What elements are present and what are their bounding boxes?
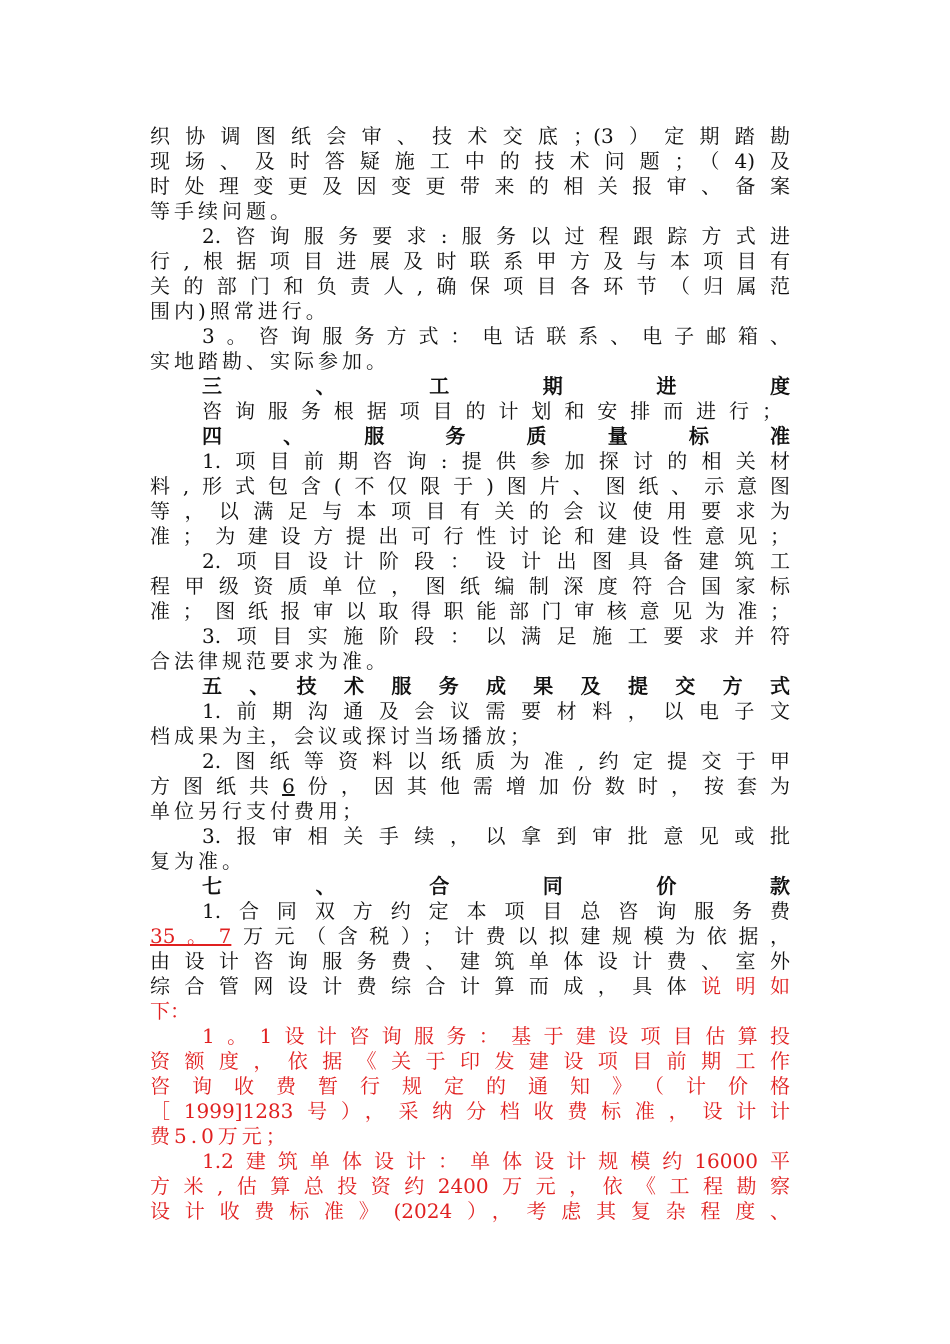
paragraph-line: 3.报审相关手续，以拿到审批意见或批: [202, 824, 790, 848]
paragraph-line: 资额度，依据《关于印发建设项目前期工作: [150, 1049, 790, 1073]
paragraph-line: 等手续问题。: [150, 199, 294, 223]
paragraph-line: 2.项目设计阶段：设计出图具备建筑工: [202, 549, 790, 573]
paragraph-line: 费5.0万元；: [150, 1124, 290, 1148]
paragraph-line: 35。7万元（含税）；计费以拟建规模为依据，: [150, 924, 790, 948]
total-fee-amount: 35。7: [150, 924, 232, 948]
paragraph-line: 方图纸共6份，因其他需增加份数时，按套为: [150, 774, 791, 798]
paragraph-line: 单位另行支付费用；: [150, 799, 366, 823]
red-text: 说明如: [701, 974, 791, 998]
section-heading: 三、工期进度: [202, 374, 884, 398]
paragraph-line: 关的部门和负责人,确保项目各环节（归属范: [150, 274, 790, 298]
section-heading: 五、技术服务成果及提交方式: [202, 674, 818, 698]
paragraph-line: 合法律规范要求为准。: [150, 649, 390, 673]
paragraph-line: 方米,估算总投资约2400万元，依《工程勘察: [150, 1174, 790, 1198]
paragraph-line: 1.2建筑单体设计：单体设计规模约16000平: [202, 1149, 790, 1173]
document-body: [150, 124, 884, 1224]
paragraph-line: 准；为建设方提出可行性讨论和建设性意见；: [150, 524, 790, 548]
paragraph-line: 1.项目前期咨询:提供参加探讨的相关材: [202, 449, 790, 473]
paragraph-line: 3.项目实施阶段：以满足施工要求并符: [202, 624, 790, 648]
paragraph-line: 行,根据项目进展及时联系甲方及与本项目有: [150, 249, 790, 273]
section-heading: 七、合同价款: [202, 874, 884, 898]
paragraph-line: 复为准。: [150, 849, 246, 873]
copies-count: 6: [282, 774, 295, 798]
paragraph-line: 1.合同双方约定本项目总咨询服务费: [202, 899, 790, 923]
paragraph-line: 时处理变更及因变更带来的相关报审、备案: [150, 174, 790, 198]
paragraph-line: 2.咨询服务要求:服务以过程跟踪方式进: [202, 224, 790, 248]
paragraph-line: 现场、及时答疑施工中的技术问题；（4)及: [150, 149, 790, 173]
paragraph-line: 咨询服务根据项目的计划和安排而进行；: [202, 399, 782, 423]
paragraph-line: 织协调图纸会审、技术交底；(3）定期踏勘: [150, 124, 790, 148]
paragraph-line: 1。1设计咨询服务：基于建设项目估算投: [202, 1024, 790, 1048]
paragraph-line: 由设计咨询服务费、建筑单体设计费、室外: [150, 949, 790, 973]
paragraph-line: 实地踏勘、实际参加。: [150, 349, 390, 373]
paragraph-line: 综合管网设计费综合计算而成，具体说明如: [150, 974, 791, 998]
paragraph-line: 准；图纸报审以取得职能部门审核意见为准；: [150, 599, 790, 623]
paragraph-line: 3。咨询服务方式：电话联系、电子邮箱、: [202, 324, 790, 348]
paragraph-line: 2.图纸等资料以纸质为准,约定提交于甲: [202, 749, 790, 773]
paragraph-line: 料,形式包含(不仅限于)图片、图纸、示意图: [150, 474, 790, 498]
paragraph-line: 程甲级资质单位，图纸编制深度符合国家标: [150, 574, 790, 598]
section-heading: 四、服务质量标准: [202, 424, 852, 448]
paragraph-line: 下：: [150, 999, 190, 1023]
paragraph-line: 设计收费标准》(2024），考虑其复杂程度、: [150, 1199, 790, 1223]
paragraph-line: 围内)照常进行。: [150, 299, 330, 323]
paragraph-line: ［1999]1283号），采纳分档收费标准，设计计: [150, 1099, 790, 1123]
paragraph-line: 1.前期沟通及会议需要材料，以电子文: [202, 699, 790, 723]
paragraph-line: 档成果为主，会议或探讨当场播放；: [150, 724, 534, 748]
paragraph-line: 等，以满足与本项目有关的会议使用要求为: [150, 499, 790, 523]
paragraph-line: 咨询收费暂行规定的通知》（计价格: [150, 1074, 790, 1098]
